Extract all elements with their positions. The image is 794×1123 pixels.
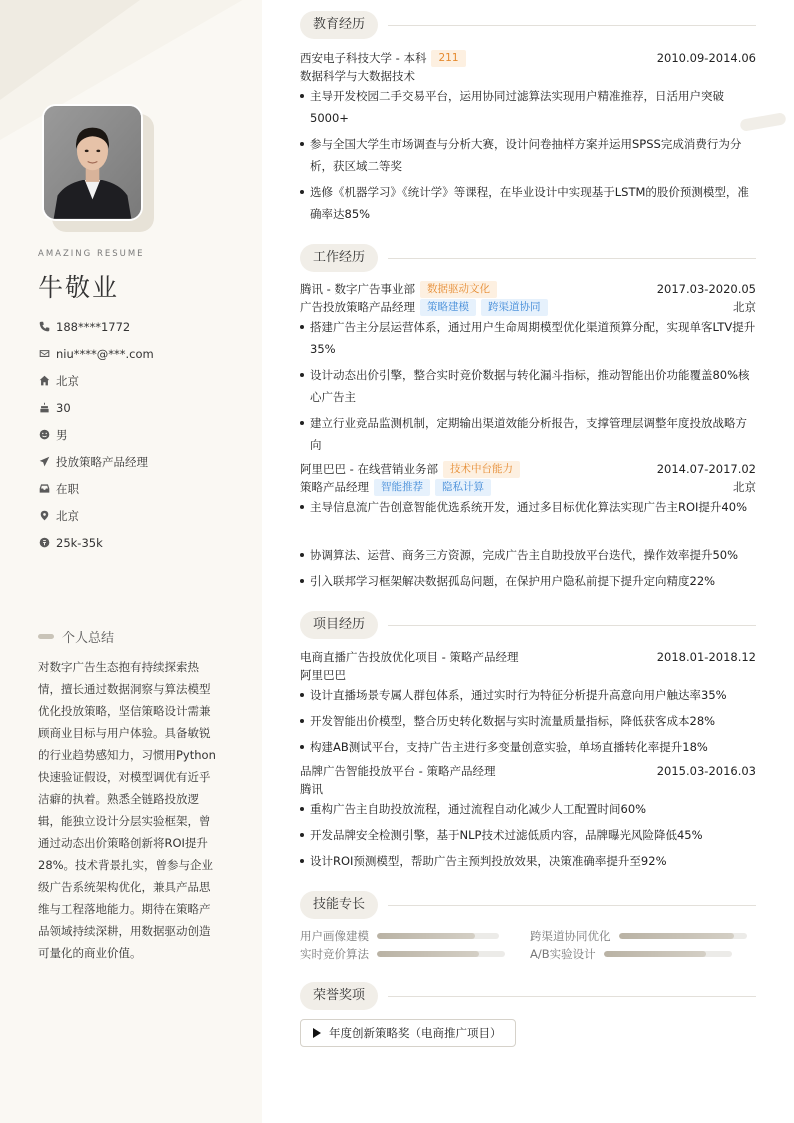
skill-item [300,928,499,944]
role-tag: 跨渠道协同 [481,299,548,316]
summary-title: 个人总结 [62,631,115,646]
project-name: 品牌广告智能投放平台 - 策略产品经理 [300,764,496,778]
section-label: 教育经历 [300,11,378,39]
summary-pill-icon [38,634,54,639]
project-header [300,762,756,780]
company-tag: 技术中台能力 [443,461,520,478]
job-bullet: 主导信息流广告创意智能优选系统开发，通过多目标优化算法实现广告主ROI提升40% [300,496,756,518]
target-city-text: 北京 [56,508,79,523]
award-item [300,1019,516,1047]
cake-icon [38,402,50,414]
gender-icon [38,429,50,441]
info-gender [38,421,248,448]
job-company: 阿里巴巴 - 在线营销业务部 [300,462,438,476]
skill-name: 用户画像建模 [300,929,369,943]
section-skills-title [300,891,756,919]
email-text: niu****@***.com [56,346,154,361]
skill-name: 实时竞价算法 [300,947,369,961]
skill-bar [604,951,732,957]
section-divider [388,25,756,26]
skill-bar-fill [604,951,706,957]
skill-name: 跨渠道协同优化 [530,929,611,943]
info-age [38,394,248,421]
gender-text: 男 [56,427,68,442]
skill-name: A/B实验设计 [530,947,596,961]
education-bullet: 主导开发校园二手交易平台，运用协同过滤算法实现用户精准推荐，日活用户突破5000+ [300,85,756,129]
skill-bar-fill [377,951,479,957]
job-bullet: 设计动态出价引擎，整合实时竞价数据与转化漏斗指标，推动智能出价功能覆盖80%核心广告主 [300,364,756,408]
section-divider [388,258,756,259]
section-projects-title [300,611,756,639]
mail-icon [38,348,50,360]
home-icon [38,375,50,387]
project-bullet: 构建AB测试平台，支持广告主进行多变量创意实验，单场直播转化率提升18% [300,736,756,758]
info-residence [38,367,248,394]
skill-bar [377,951,505,957]
section-divider [388,905,756,906]
section-label: 工作经历 [300,244,378,272]
send-icon [38,456,50,468]
target-job-text: 投放策略产品经理 [56,454,148,469]
salary-icon [38,537,50,549]
decorative-triangle [0,0,140,100]
job-header [300,280,756,298]
skill-bar [619,933,747,939]
project-org: 腾讯 [300,782,323,796]
education-period: 2010.09-2014.06 [656,51,756,65]
location-icon [38,510,50,522]
job-city: 北京 [733,480,756,494]
education-bullet: 选修《机器学习》《统计学》等课程，在毕业设计中实现基于LSTM的股价预测模型，准确率达85% [300,181,756,225]
avatar-photo [44,106,141,219]
job-bullet: 搭建广告主分层运营体系，通过用户生命周期模型优化渠道预算分配，实现单客LTV提升35% [300,316,756,360]
info-target-job [38,448,248,475]
age-text: 30 [56,400,71,415]
role-tag: 隐私计算 [435,479,491,496]
residence-text: 北京 [56,373,79,388]
summary-heading [38,627,114,646]
section-work-title [300,244,756,272]
project-org-row [300,780,756,798]
status-text: 在职 [56,481,79,496]
award-name: 年度创新策略奖（电商推广项目） [329,1026,502,1040]
job-header [300,460,756,478]
job-period: 2014.07-2017.02 [656,462,756,476]
project-org-row [300,666,756,684]
skill-bar [377,933,499,939]
role-tag: 智能推荐 [374,479,430,496]
sidebar [0,0,262,1123]
play-icon [313,1028,321,1038]
education-bullet: 参与全国大学生市场调查与分析大赛，设计问卷抽样方案并运用SPSS完成消费行为分析，获区域二等奖 [300,133,756,177]
project-period: 2015.03-2016.03 [656,764,756,778]
phone-text: 188****1772 [56,319,131,334]
phone-icon [38,321,50,333]
job-role: 广告投放策略产品经理 [300,300,415,314]
skill-bar-fill [619,933,734,939]
skill-bar-fill [377,933,475,939]
project-bullet: 设计直播场景专属人群包体系，通过实时行为特征分析提升高意向用户触达率35% [300,684,756,706]
job-role-row [300,298,756,316]
education-header [300,49,756,67]
project-org: 阿里巴巴 [300,668,346,682]
project-name: 电商直播广告投放优化项目 - 策略产品经理 [300,650,519,664]
school-name: 西安电子科技大学 - 本科 [300,51,427,65]
project-bullet: 重构广告主自助投放流程，通过流程自动化减少人工配置时间60% [300,798,756,820]
job-city: 北京 [733,300,756,314]
summary-text: 对数字广告生态抱有持续探索热情，擅长通过数据洞察与算法模型优化投放策略，坚信策略设计需兼顾商业目标与用户体验。具备敏锐的行业趋势感知力，习惯用Python快速验证假设，对模型调优有近乎洁癖的执着。熟悉全链路投放逻辑，能独立设计分层实验框架，曾通过动态出价策略创新将ROI提升28%。技术背景扎实，曾参与企业级广告系统架构优化，兼具产品思维与工程落地能力。期待在策略产品领域持续深耕，用数据驱动创造可量化的商业价值。 [38,660,216,960]
education-major-row [300,67,756,85]
job-role-row [300,478,756,496]
job-role: 策略产品经理 [300,480,369,494]
project-period: 2018.01-2018.12 [656,650,756,664]
project-bullet: 开发智能出价模型，整合历史转化数据与实时流量质量指标，降低获客成本28% [300,710,756,732]
info-phone [38,313,248,340]
job-period: 2017.03-2020.05 [656,282,756,296]
school-tag: 211 [431,50,465,67]
job-bullet: 引入联邦学习框架解决数据孤岛问题，在保护用户隐私前提下提升定向精度22% [300,570,756,592]
section-education-title [300,11,756,39]
role-tag: 策略建模 [420,299,476,316]
skill-item [300,946,505,962]
section-label: 项目经历 [300,611,378,639]
skill-item [530,946,732,962]
resume-tagline: AMAZING RESUME [38,249,145,259]
section-label: 技能专长 [300,891,378,919]
project-bullet: 开发品牌安全检测引擎，基于NLP技术过滤低质内容，品牌曝光风险降低45% [300,824,756,846]
job-bullet: 协调算法、运营、商务三方资源，完成广告主自助投放平台迭代，操作效率提升50% [300,544,756,566]
info-salary [38,529,248,556]
major-name: 数据科学与大数据技术 [300,69,415,83]
project-header [300,648,756,666]
info-email [38,340,248,367]
info-target-city [38,502,248,529]
skill-item [530,928,747,944]
salary-text: 25k-35k [56,535,103,550]
section-divider [388,625,756,626]
section-divider [388,996,756,997]
section-label: 荣誉奖项 [300,982,378,1010]
inbox-icon [38,483,50,495]
section-honors-title [300,982,756,1010]
job-bullet: 建立行业竞品监测机制，定期输出渠道效能分析报告，支撑管理层调整年度投放战略方向 [300,412,756,456]
personal-info-list [38,313,248,556]
info-status [38,475,248,502]
avatar-frame [42,104,154,232]
project-bullet: 设计ROI预测模型，帮助广告主预判投放效果，决策准确率提升至92% [300,850,756,872]
job-company: 腾讯 - 数字广告事业部 [300,282,415,296]
company-tag: 数据驱动文化 [420,281,497,298]
candidate-name: 牛敬业 [38,273,120,302]
avatar [42,104,143,221]
